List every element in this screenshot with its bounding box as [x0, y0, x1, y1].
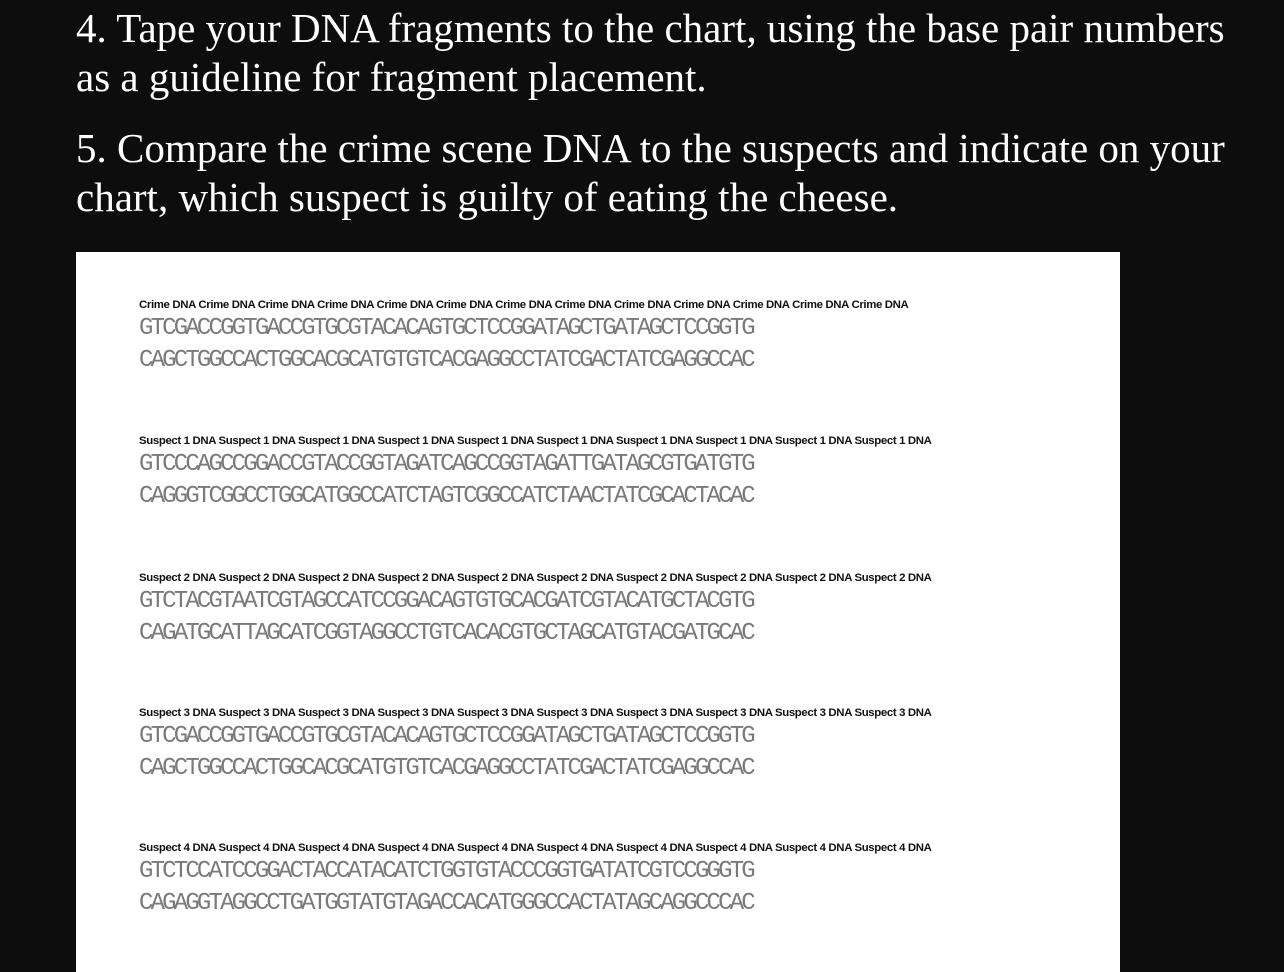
sample-label: Suspect 3 DNA Suspect 3 DNA Suspect 3 DNA Suspect 3 DNA Suspect 3 DNA Suspect 3 DNA Suspect 3 DNA Suspect 3 DNA Suspect 3 DNA Suspect 3 DNA — [139, 707, 932, 719]
crime-dna-sample — [139, 298, 908, 377]
dna-top-strand: GTCCCAGCCGGACCGTACCGGTAGATCAGCCGGTAGATTGATAGCGTGATGTG — [139, 451, 753, 478]
suspect-2-dna-sample — [139, 571, 932, 650]
sample-label: Suspect 4 DNA Suspect 4 DNA Suspect 4 DNA Suspect 4 DNA Suspect 4 DNA Suspect 4 DNA Suspect 4 DNA Suspect 4 DNA Suspect 4 DNA Suspect 4 DNA — [139, 842, 932, 854]
dna-top-strand: GTCTCCATCCGGACTACCATACATCTGGTGTACCCGGTGATATCGTCCGGGTG — [139, 858, 753, 885]
sample-label: Crime DNA Crime DNA Crime DNA Crime DNA Crime DNA Crime DNA Crime DNA Crime DNA Crime DNA Crime DNA Crime DNA Crime DNA Crime DNA — [139, 299, 909, 311]
instructions — [76, 4, 1256, 244]
dna-top-strand: GTCTACGTAATCGTAGCCATCCGGACAGTGTGCACGATCGTACATGCTACGTG — [139, 588, 753, 615]
dna-bottom-strand: CAGCTGGCCACTGGCACGCATGTGTCACGAGGCCTATCGACTATCGAGGCCAC — [139, 347, 753, 374]
dna-bottom-strand: CAGCTGGCCACTGGCACGCATGTGTCACGAGGCCTATCGACTATCGAGGCCAC — [139, 755, 753, 782]
dna-top-strand: GTCGACCGGTGACCGTGCGTACACAGTGCTCCGGATAGCTGATAGCTCCGGTG — [139, 723, 753, 750]
dna-bottom-strand: CAGGGTCGGCCTGGCATGGCCATCTAGTCGGCCATCTAACTATCGCACTACAC — [139, 483, 753, 510]
suspect-4-dna-sample — [139, 841, 932, 920]
suspect-3-dna-sample — [139, 706, 932, 785]
instruction-step-5: 5. Compare the crime scene DNA to the suspects and indicate on your chart, which suspect is guilty of eating the cheese. — [76, 125, 1225, 220]
suspect-1-dna-sample — [139, 434, 932, 513]
instruction-step-4: 4. Tape your DNA fragments to the chart, using the base pair numbers as a guideline for fragment placement. — [76, 5, 1225, 100]
sample-label: Suspect 1 DNA Suspect 1 DNA Suspect 1 DNA Suspect 1 DNA Suspect 1 DNA Suspect 1 DNA Suspect 1 DNA Suspect 1 DNA Suspect 1 DNA Suspect 1 DNA — [139, 435, 932, 447]
dna-worksheet — [76, 252, 1120, 972]
dna-bottom-strand: CAGAGGTAGGCCTGATGGTATGTAGACCACATGGGCCACTATAGCAGGCCCAC — [139, 890, 753, 917]
dna-bottom-strand: CAGATGCATTAGCATCGGTAGGCCTGTCACACGTGCTAGCATGTACGATGCAC — [139, 620, 753, 647]
sample-label: Suspect 2 DNA Suspect 2 DNA Suspect 2 DNA Suspect 2 DNA Suspect 2 DNA Suspect 2 DNA Suspect 2 DNA Suspect 2 DNA Suspect 2 DNA Suspect 2 DNA — [139, 572, 932, 584]
dna-top-strand: GTCGACCGGTGACCGTGCGTACACAGTGCTCCGGATAGCTGATAGCTCCGGTG — [139, 315, 753, 342]
